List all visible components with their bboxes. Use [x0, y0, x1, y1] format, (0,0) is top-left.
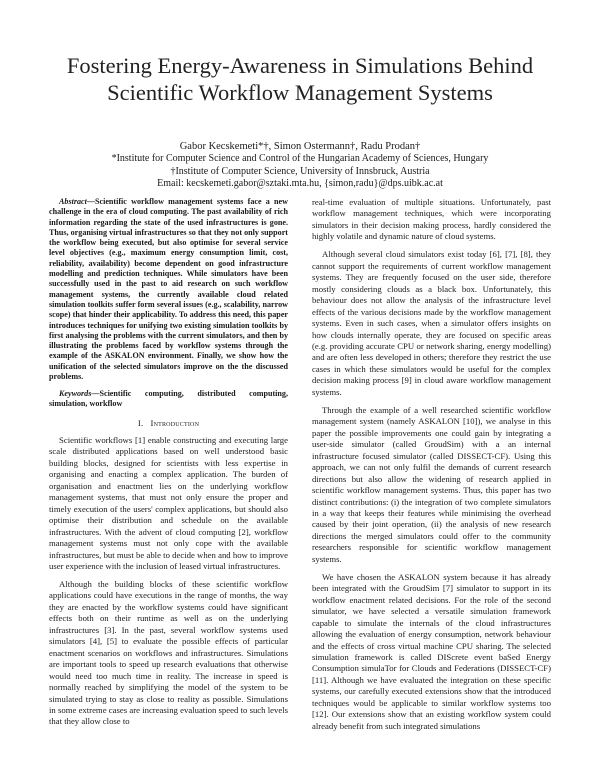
title-line-1: Fostering Energy-Awareness in Simulations Behind: [66, 53, 534, 78]
abstract-text: —Scientific workflow management systems face a new challenge in the era of cloud computing. The past availability of rich information regarding the state of the used infrastructures is gone. Thus, organising virtual infrastructures so that they not only support the workflow being executed, but also optimise for several service level objectives (e.g., maximum energy consumption limit, cost, reliability, availability) become dependent on good infrastructure modelling and prediction techniques. While simulators have been successfully used in the past to aid research on such workflow management systems, the currently available cloud related simulation toolkits suffer form several issues (e.g., scalability, narrow scope) that hinder their applicability. To address this need, this paper introduces techniques for unifying two existing simulation toolkits by first analysing the problems with the current simulators, and then by illustrating the problems faced by workflow systems through the example of the ASKALON environment. Finally, we show how the unification of the selected simulators improve on the the discussed problems.: [49, 197, 288, 382]
affiliation-2: †Institute of Computer Science, University of Innsbruck, Austria: [170, 165, 430, 177]
abstract: [49, 197, 288, 382]
body-paragraph: real-time evaluation of multiple situations. Unfortunately, past workflow management techniques, which were incorporating simulators in their decision making process, hardly considered the highly volatile and dynamic nature of cloud systems.: [312, 197, 551, 242]
index-terms: [49, 389, 288, 410]
section-heading-introduction: [49, 418, 288, 429]
paper-title: [20, 52, 580, 106]
section-title: Introduction: [150, 417, 200, 428]
right-column: [312, 197, 551, 739]
abstract-lead: Abstract: [59, 197, 87, 206]
left-column: [49, 197, 288, 735]
author-emails: Email: kecskemeti.gabor@sztaki.mta.hu, {simon,radu}@dps.uibk.ac.at: [157, 178, 443, 190]
keywords-lead: Keywords: [59, 388, 92, 398]
author-block: [20, 141, 580, 191]
body-paragraph: Scientific workflows [1] enable constructing and executing large scale distributed applications based on well understood basic building blocks, designed for scientists with less expertise in organising and enacting a complex application. The burden of organisation and enactment lies on the underlying workflow management systems, that must not only ensure the proper and timely execution of the users' complex applications, but should also optimise their distribution and schedule on the available infrastructures. With the advent of cloud computing [2], workflow management systems must not only cope with the available infrastructures, but must be able to decide when and how to improve user experience with the inclusion of leased virtual infrastructures.: [49, 434, 288, 571]
title-line-2: Scientific Workflow Management Systems: [107, 80, 493, 105]
keywords-text: —Scientific computing, distributed computing, simulation, workflow: [49, 388, 288, 409]
body-paragraph: We have chosen the ASKALON system because it has already been integrated with the GroudSim [7] simulator to support in its workflow enactment related decisions. For the role of the second simulator, we have selected a versatile simulation framework capable to simulate the internals of the cloud infrastructures allowing the evaluation of energy consumption, network behaviour and the effects of cross virtual machine CPU sharing. The selected simulation framework is called DIScrete event baSed Energy Consumption simulaTor for Clouds and Federations (DISSECT-CF) [11]. Although we have evaluated the integration on these specific systems, our carefully executed extensions show that the introduced techniques would be applicable to similar workflow systems too [12]. Our extensions show that an existing workflow system could already benefit from such integrated simulations: [312, 571, 551, 731]
affiliation-1: *Institute for Computer Science and Control of the Hungarian Academy of Sciences, Hungary: [111, 153, 489, 165]
body-paragraph: Although several cloud simulators exist today [6], [7], [8], they cannot support the requirements of current workflow management systems. They are frequently focused on the user side, therefore mostly considering clouds as a black box. Unfortunately, this behaviour does not allow the analysis of the infrastructure level effects of the various decisions made by the workflow management systems. Even in such cases, when a simulator offers insights on how clouds internally operate, they are focused on specific areas (e.g. providing accurate CPU or network sharing, energy modelling) and are often less developed in others; therefore they restrict the use cases in which these simulators would be useful for the complex decision making process [9] in cloud aware workflow management systems.: [312, 249, 551, 397]
section-number: I.: [137, 417, 144, 428]
body-paragraph: Through the example of a well researched scientific workflow management system (namely ASKALON [10]), we analyse in this paper the possible improvements one could gain by integrating a user-side simulator (called GroudSim) with a an internal infrastructure focused simulator (called DISSECT-CF). Using this approach, we can not only fulfil the demands of current research directions but also allow the widening of research applied in scientific workflow management systems. Thus, this paper has two distinct contributions: (i) the integration of two complete simulators in a way that keeps their features while minimising the overhead caused by their joint operation, (ii) the analysis of new research directions the merged simulators could offer to the community researchers responsible for scientific workflow management systems.: [312, 404, 551, 564]
body-paragraph: Although the building blocks of these scientific workflow applications could have executions in the range of months, the way they are enacted by the workflow systems could have significant effects both on their runtime as well as on the underlying infrastructures [3]. In the past, several workflow systems used simulators [4], [5] to evaluate the possible effects of particular enactment scenarios on workflows and infrastructures. Simulations are important tools to speed up research evaluations that otherwise would need too much time in reality. The increase in speed is normally reached by simplifying the model of the system to be simulated trying to stay as close to reality as possible. Simulations in some extreme cases are increasing evaluation speed to such levels that they allow close to: [49, 579, 288, 727]
author-names: Gabor Kecskemeti*†, Simon Ostermann†, Radu Prodan†: [179, 141, 421, 152]
